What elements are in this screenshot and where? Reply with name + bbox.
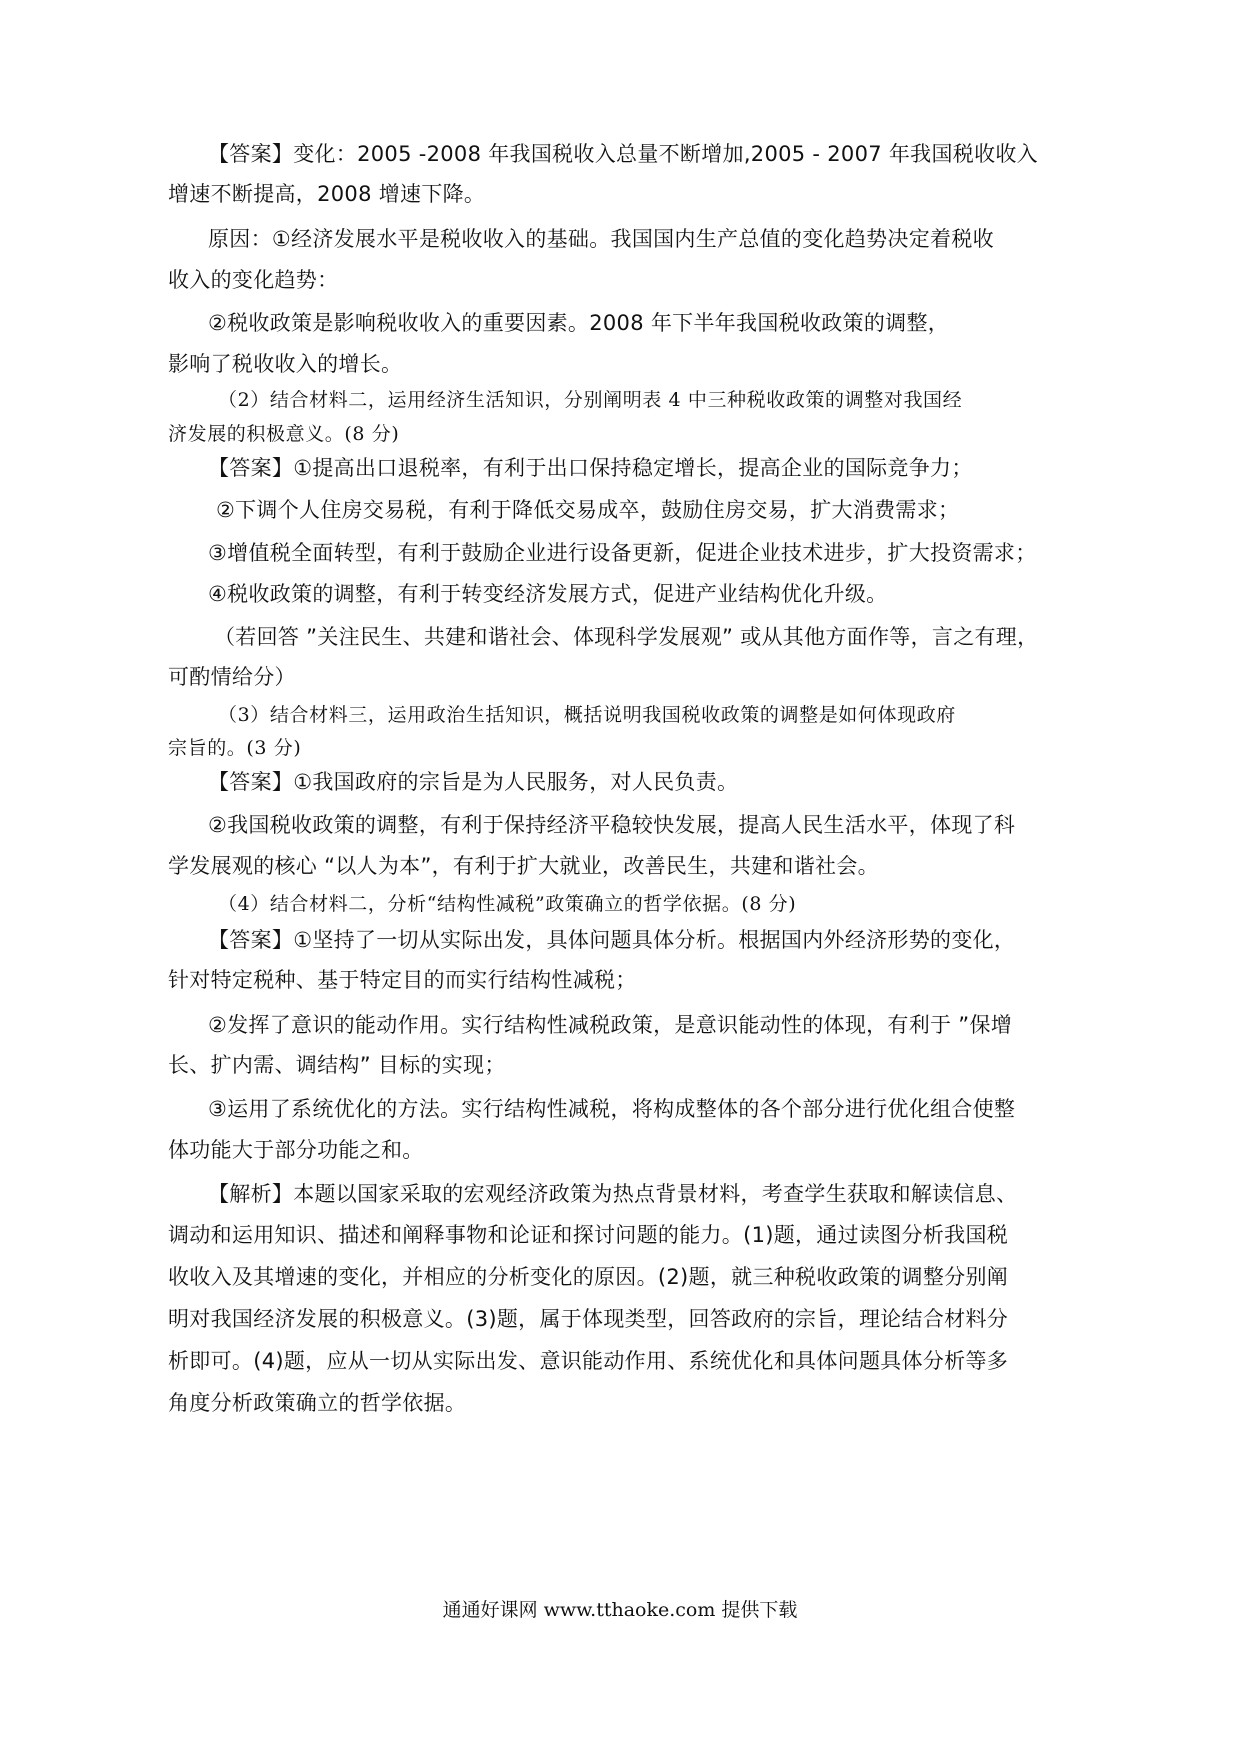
analysis-line-3: 收收入及其增速的变化，并相应的分析变化的原因。(2)题，就三种税收政策的调整分别阐 [168, 1265, 1009, 1289]
answer4-line-3: ②发挥了意识的能动作用。实行结构性减税政策，是意识能动性的体现，有利于 ”保增 [208, 1013, 1013, 1037]
page-footer: 通通好课网 www.tthaoke.com 提供下载 [442, 1599, 798, 1621]
answer2-line-3: ③增值税全面转型，有利于鼓励企业进行设备更新，促进企业技术进步，扩大投资需求； [208, 541, 1037, 565]
question4-line-1: （4）结合材料二，分析“结构性减税”政策确立的哲学依据。(8 分) [218, 893, 797, 915]
answer2-line-1: 【答案】①提高出口退税率，有利于出口保持稳定增长，提高企业的国际竞争力； [208, 456, 973, 480]
answer4-line-5: ③运用了系统优化的方法。实行结构性减税，将构成整体的各个部分进行优化组合使整 [208, 1097, 1016, 1121]
answer2-line-5: （若回答 ”关注民生、共建和谐社会、体现科学发展观” 或从其他方面作等，言之有理， [214, 625, 1039, 649]
question2-line-2: 济发展的积极意义。(8 分) [168, 423, 400, 445]
answer3-line-2: ②我国税收政策的调整，有利于保持经济平稳较快发展，提高人民生活水平，体现了科 [208, 813, 1016, 837]
answer2-line-4: ④税收政策的调整，有利于转变经济发展方式，促进产业结构优化升级。 [208, 582, 888, 606]
answer1-line-5: ②税收政策是影响税收收入的重要因素。2008 年下半年我国税收政策的调整， [208, 311, 950, 335]
analysis-line-2: 调动和运用知识、描述和阐释事物和论证和探讨问题的能力。(1)题，通过读图分析我国税 [168, 1223, 1009, 1247]
answer4-line-6: 体功能大于部分功能之和。 [168, 1138, 424, 1162]
question2-line-1: （2）结合材料二，运用经济生活知识，分别阐明表 4 中三种税收政策的调整对我国经 [218, 389, 963, 411]
answer1-line-4: 收入的变化趋势： [168, 268, 339, 292]
analysis-line-5: 析即可。(4)题，应从一切从实际出发、意识能动作用、系统优化和具体问题具体分析等多 [168, 1349, 1009, 1373]
answer1-line-2: 增速不断提高，2008 增速下降。 [168, 182, 486, 206]
question3-line-1: （3）结合材料三，运用政治生括知识，概括说明我国税收政策的调整是如何体现政府 [218, 704, 956, 726]
analysis-line-4: 明对我国经济发展的积极意义。(3)题，属于体现类型，回答政府的宗旨，理论结合材料分 [168, 1307, 1009, 1331]
analysis-line-1: 【解析】本题以国家采取的宏观经济政策为热点背景材料，考查学生获取和解读信息、 [208, 1182, 1018, 1206]
answer1-line-1: 【答案】变化：2005 -2008 年我国税收入总量不断增加,2005 - 2007 年我国税收收入 [208, 142, 1038, 166]
answer3-line-1: 【答案】①我国政府的宗旨是为人民服务，对人民负责。 [208, 770, 739, 794]
answer4-line-1: 【答案】①坚持了一切从实际出发，具体问题具体分析。根据国内外经济形势的变化， [208, 928, 1016, 952]
answer3-line-3: 学发展观的核心 “以人为本”，有利于扩大就业，改善民生，共建和谐社会。 [168, 854, 879, 878]
answer1-line-6: 影响了税收收入的增长。 [168, 352, 403, 376]
answer2-line-2: ②下调个人住房交易税，有利于降低交易成卒，鼓励住房交易，扩大消费需求； [216, 498, 960, 522]
answer4-line-4: 长、扩内需、调结构” 目标的实现； [168, 1053, 506, 1077]
answer2-line-6: 可酌情给分） [168, 665, 296, 689]
answer4-line-2: 针对特定税种、基于特定目的而实行结构性减税； [168, 968, 637, 992]
analysis-line-6: 角度分析政策确立的哲学依据。 [168, 1391, 467, 1415]
answer1-line-3: 原因：①经济发展水平是税收收入的基础。我国国内生产总值的变化趋势决定着税收 [208, 227, 994, 251]
question3-line-2: 宗旨的。(3 分) [168, 737, 302, 759]
